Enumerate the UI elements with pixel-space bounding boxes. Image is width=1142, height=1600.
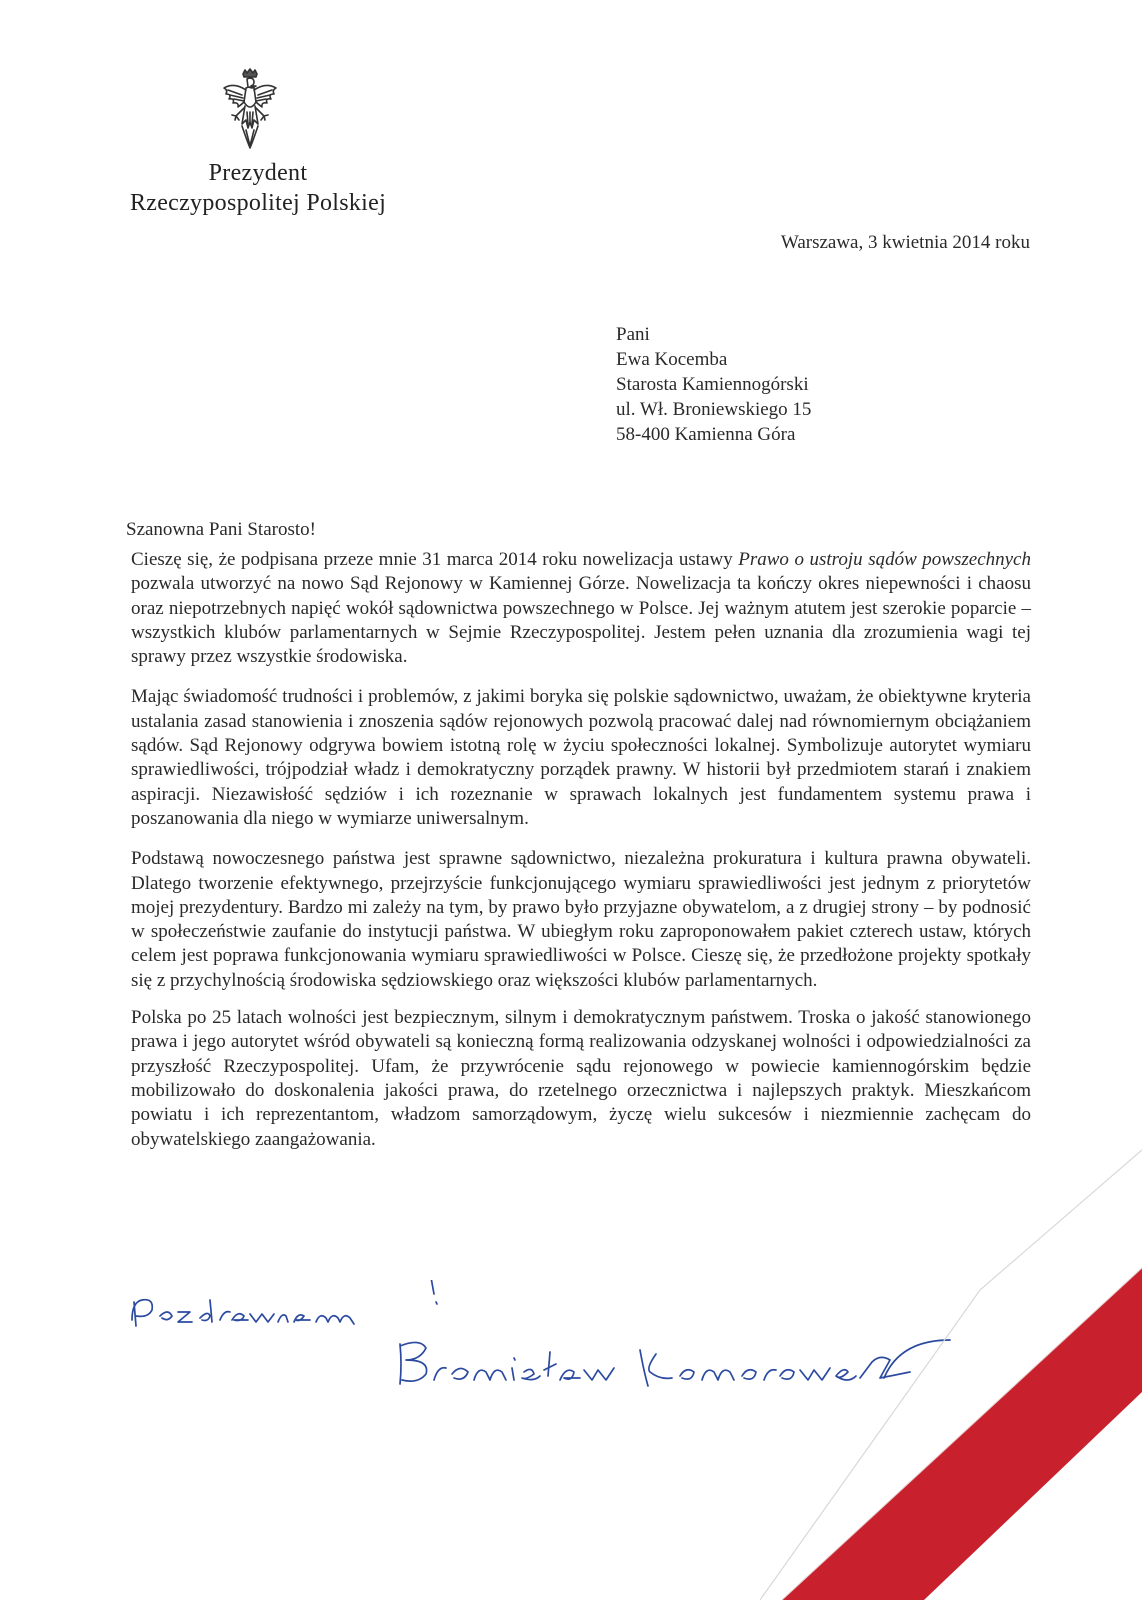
salutation: Szanowna Pani Starosto! (126, 519, 316, 540)
address-line: ul. Wł. Broniewskiego 15 (616, 399, 812, 420)
office-title (106, 158, 410, 218)
body-paragraph: Polska po 25 latach wolności jest bezpiecznym, silnym i demokratycznym państwem. Troska o jakość stanowionego prawa i jego autorytet wśród obywateli są konieczną formą realizowania odzyskanej wolności i odpowiedzialności za przyszłość Rzeczypospolitej. Ufam, że przywrócenie sądu rejonowego w powiecie kamiennogórskim będzie mobilizowało do doskonalenia jakości prawa, do rzetelnego orzecznictwa i najlepszych praktyk. Mieszkańcom powiatu i ich reprezentantom, władzom samorządowym, życzę wielu sukcesów i niezmiennie zachęcam do obywatelskiego zaangażowania. (131, 1007, 1031, 1150)
office-title-line2: Rzeczypospolitej Polskiej (129, 190, 387, 216)
handwritten-signature (120, 1280, 1000, 1420)
body-text: pozwala utworzyć na nowo Sąd Rejonowy w Kamiennej Górze. Nowelizacja ta kończy okres niepewności i chaosu oraz niepotrzebnych napięć wokół sądownictwa powszechnego w Polsce. Jej ważnym atutem jest szerokie poparcie – wszystkich klubów parlamentarnych w Sejmie Rzeczypospolitej. Jestem pełen uznania dla zrozumienia wagi tej sprawy przez wszystkie środowiska. (131, 573, 1031, 668)
body-paragraph: Podstawą nowoczesnego państwa jest sprawne sądownictwo, niezależna prokuratura i kultura prawna obywateli. Dlatego tworzenie efektywnego, przejrzyście funkcjonującego wymiaru sprawiedliwości jest jednym z priorytetów mojej prezydentury. Bardzo mi zależy na tym, by prawo było przyjazne obywatelom, a z drugiej strony – by podnosić w społeczeństwie zaufanie do instytucji państwa. W ubiegłym roku zaproponowałem pakiet czterech ustaw, których celem jest poprawa funkcjonowania wymiaru sprawiedliwości w Polsce. Cieszę się, że przedłożone projekty spotkały się z przychylnością środowiska sędziowskiego oraz większości klubów parlamentarnych. (131, 848, 1031, 991)
letter-body (131, 548, 1031, 1168)
address-line: Ewa Kocemba (616, 349, 728, 370)
address-line: Pani (616, 324, 650, 345)
body-paragraph: Mając świadomość trudności i problemów, z jakimi boryka się polskie sądownictwo, uważam, że obiektywne kryteria ustalania zasad stanowienia i znoszenia sądów rejonowych pozwolą pracować dalej nad równomiernym obciążaniem sądów. Sąd Rejonowy odgrywa bowiem istotną rolę w życiu społeczności lokalnej. Symbolizuje autorytet wymiaru sprawiedliwości, trójpodział władz i demokratyczny porządek prawny. W historii był przedmiotem starań i znakiem aspiracji. Niezawisłość sędziów i ich rozeznanie w sprawach lokalnych jest fundamentem systemu prawa i poszanowania dla niego w wymiarze uniwersalnym. (131, 686, 1031, 829)
office-title-line1: Prezydent (208, 160, 308, 186)
body-text: Cieszę się, że podpisana przeze mnie 31 marca 2014 roku nowelizacja ustawy (131, 549, 733, 570)
eagle-emblem-icon (220, 68, 280, 152)
law-title-italic: Prawo o ustroju sądów powszechnych (738, 549, 1031, 570)
address-line: 58-400 Kamienna Góra (616, 424, 796, 445)
body-paragraph (131, 548, 1031, 669)
letter-date: Warszawa, 3 kwietnia 2014 roku (780, 232, 1030, 253)
recipient-address (616, 322, 811, 447)
address-line: Starosta Kamiennogórski (616, 374, 809, 395)
